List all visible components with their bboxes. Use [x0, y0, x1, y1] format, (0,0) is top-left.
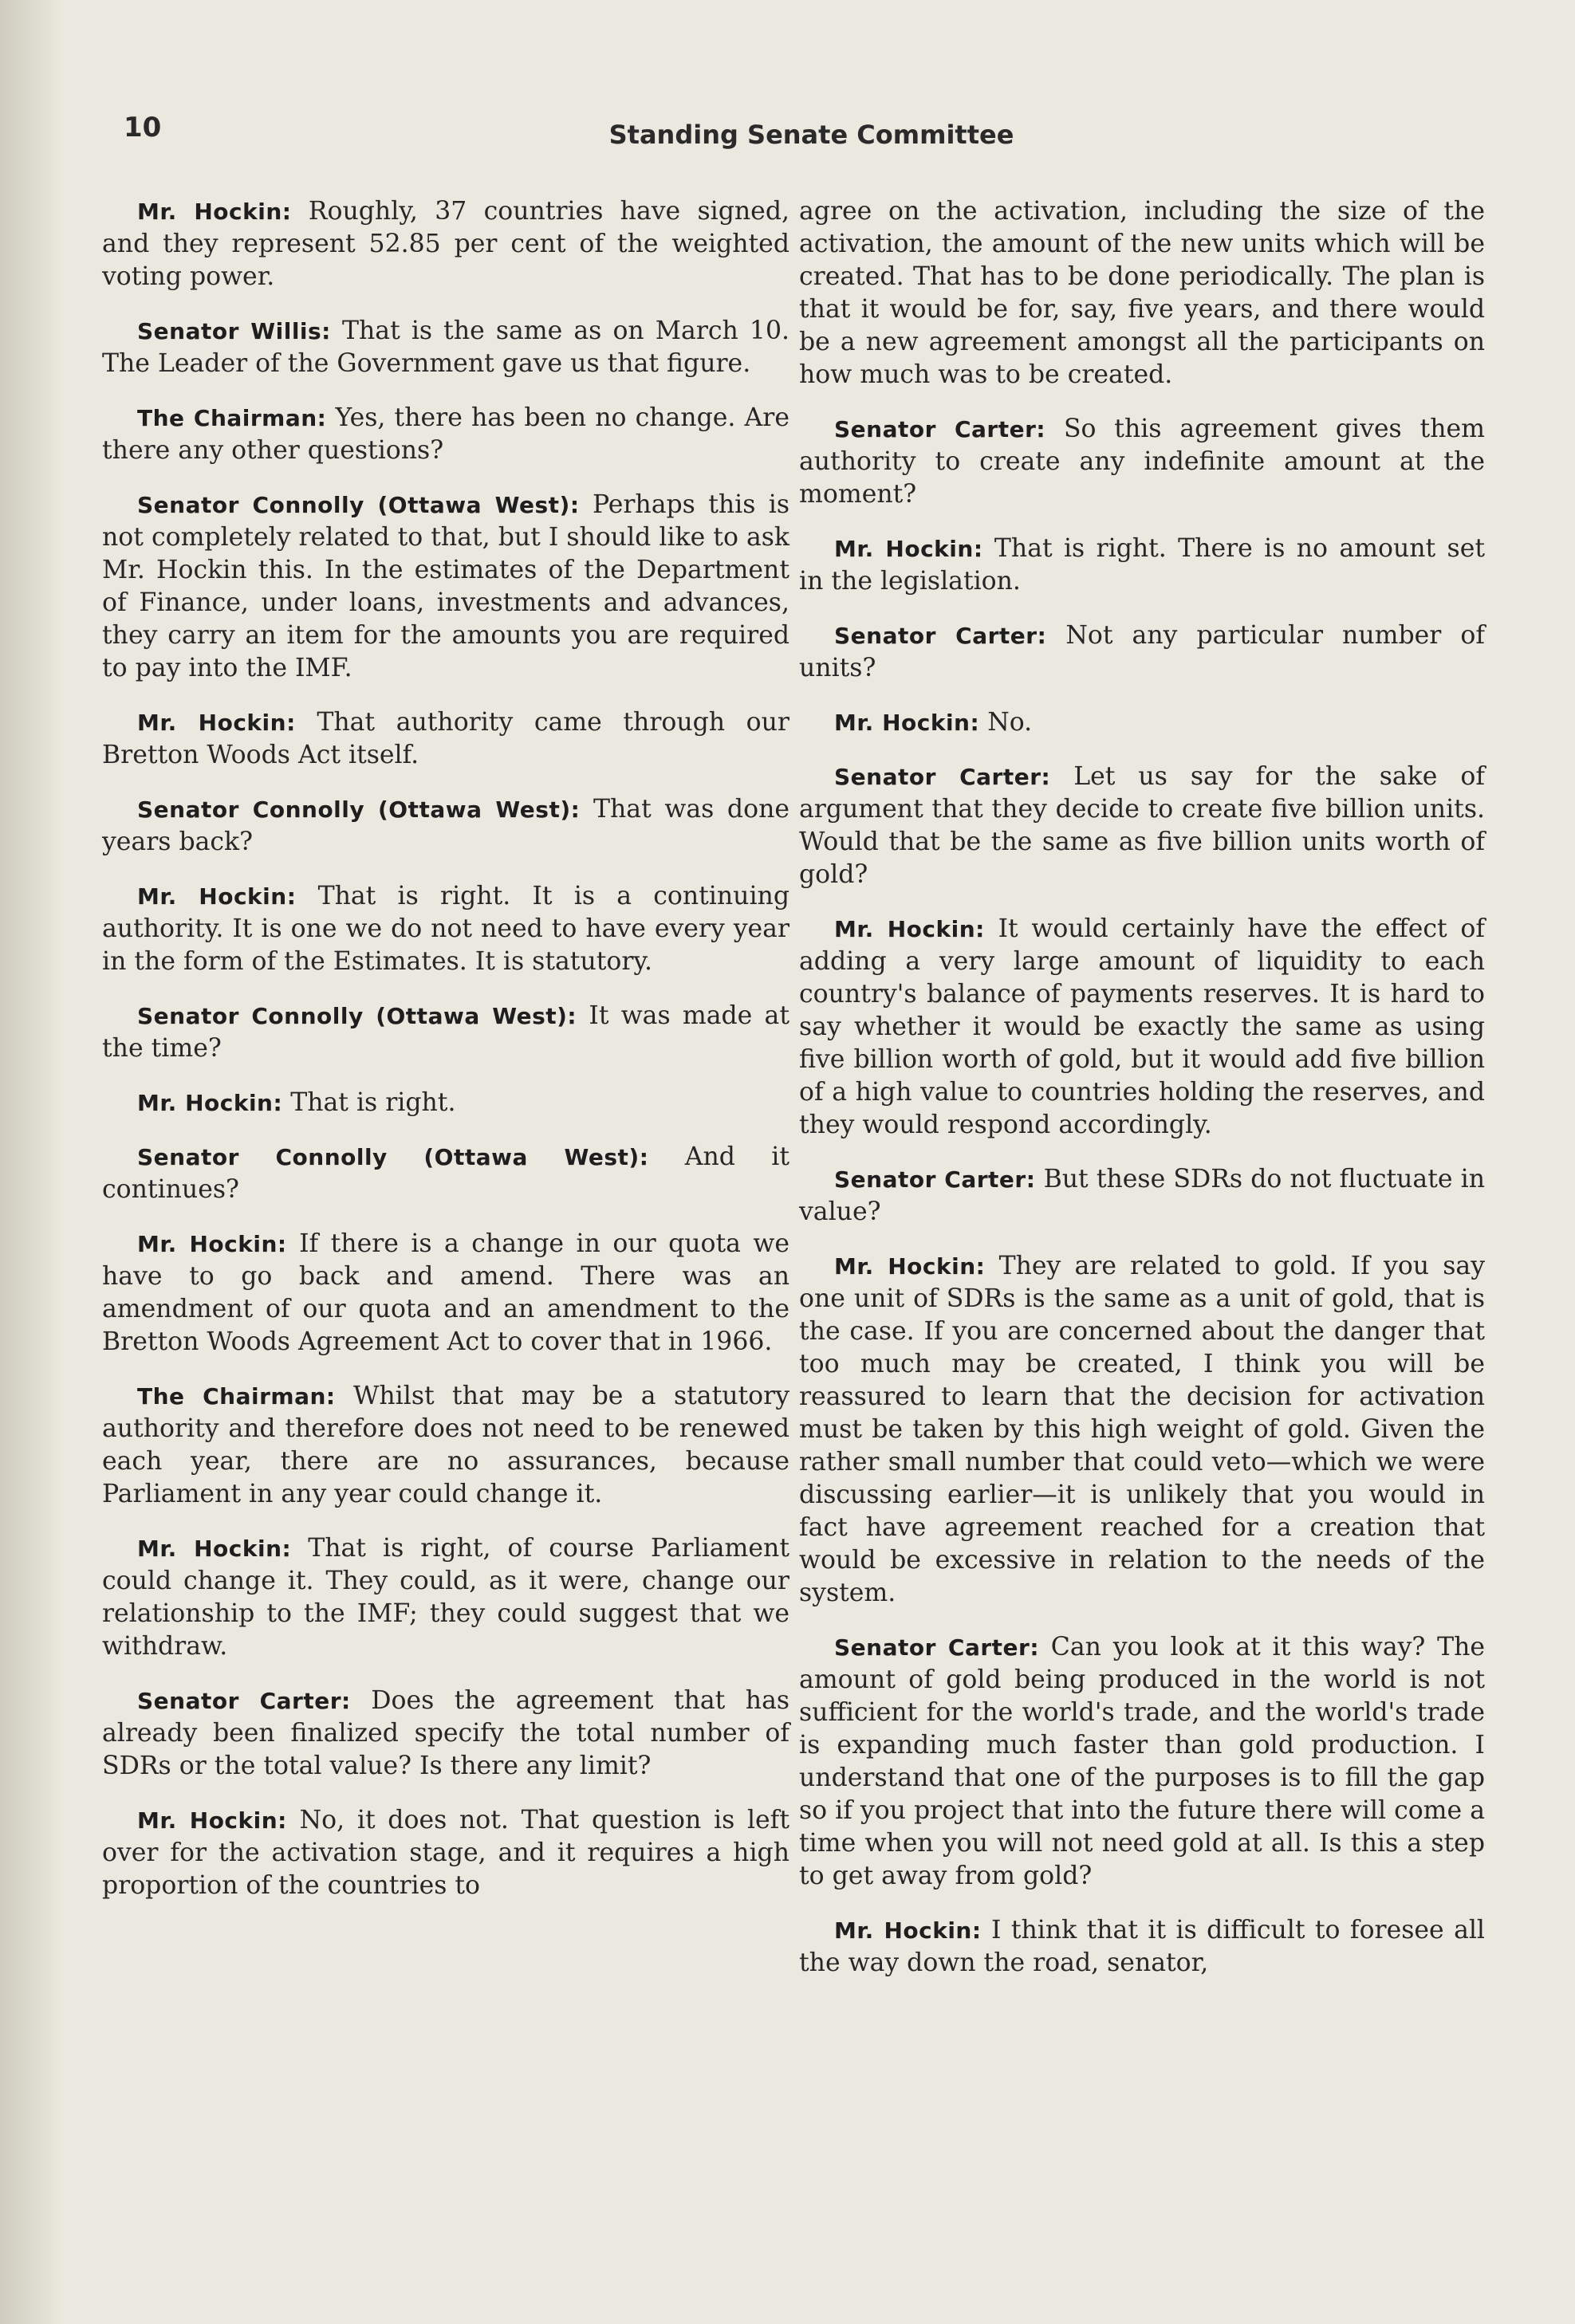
- speech-text: I think that it is difficult to foresee all the way down the road, senator,: [799, 1916, 1486, 1977]
- transcript-paragraph: [799, 413, 1485, 511]
- speech-text: But these SDRs do not fluctuate in value?: [799, 1165, 1486, 1226]
- speaker-name: Senator Carter:: [834, 1634, 1040, 1661]
- transcript-paragraph: [799, 533, 1485, 598]
- speech-text: And it continues?: [102, 1142, 789, 1204]
- speaker-name: Mr. Hockin:: [137, 1231, 287, 1257]
- transcript-paragraph: [102, 195, 789, 293]
- speaker-name: Mr. Hockin:: [834, 1917, 982, 1944]
- speech-text: That is the same as on March 10. The Leader of the Government gave us that figure.: [102, 317, 789, 378]
- speaker-name: Mr. Hockin:: [834, 916, 985, 942]
- speech-text: Perhaps this is not completely related to that, but I should like to ask Mr. Hockin this. In the estimates of the Department of Finance, under loans, investments and advances, they carry an item for the amounts you are required to pay into the IMF.: [102, 490, 789, 682]
- speech-text: No.: [987, 708, 1033, 737]
- page-number: 10: [124, 112, 162, 144]
- transcript-paragraph: [102, 489, 789, 685]
- transcript-paragraph: [102, 402, 789, 467]
- speech-text: That is right, of course Parliament could change it. They could, as it were, change our relationship to the IMF; they could suggest that we withdraw.: [102, 1534, 789, 1661]
- speech-text: Roughly, 37 countries have signed, and they represent 52.85 per cent of the weighted voting power.: [102, 197, 790, 291]
- speaker-name: The Chairman:: [137, 405, 327, 431]
- right-column: [799, 195, 1485, 2001]
- speaker-name: Mr. Hockin:: [834, 536, 983, 562]
- transcript-paragraph: [799, 1250, 1485, 1610]
- transcript-paragraph: [799, 195, 1485, 391]
- transcript-paragraph: [799, 913, 1485, 1142]
- speaker-name: Mr. Hockin:: [137, 1536, 292, 1562]
- speech-text: It was made at the time?: [102, 1001, 789, 1063]
- transcript-paragraph: [102, 1685, 789, 1783]
- speech-text: So this agreement gives them authority to create any indefinite amount at the moment?: [799, 415, 1485, 509]
- speaker-name: Senator Carter:: [834, 1166, 1036, 1193]
- speaker-name: Senator Carter:: [137, 1688, 351, 1714]
- speaker-name: Mr. Hockin:: [137, 1090, 283, 1116]
- transcript-paragraph: [799, 1914, 1485, 1980]
- transcript-paragraph: [799, 619, 1485, 685]
- speech-text: That was done years back?: [102, 795, 789, 856]
- transcript-paragraph: [799, 1631, 1485, 1893]
- speech-text: Whilst that may be a statutory authority and therefore does not need to be renewed each year, there are no assurances, because Parliament in any year could change it.: [102, 1382, 789, 1508]
- speaker-name: Mr. Hockin:: [834, 1253, 986, 1280]
- speaker-name: Senator Carter:: [834, 764, 1051, 790]
- transcript-paragraph: [102, 793, 789, 859]
- speaker-name: Senator Carter:: [834, 623, 1047, 649]
- speech-text: No, it does not. That question is left over for the activation stage, and it requires a high proportion of the countries to: [102, 1806, 789, 1900]
- left-column: [102, 195, 789, 1924]
- transcript-paragraph: [102, 1380, 789, 1511]
- speech-text: Not any particular number of units?: [799, 621, 1486, 682]
- speech-text: Does the agreement that has already been finalized specify the total number of SDRs or the total value? Is there any limit?: [102, 1686, 790, 1780]
- speaker-name: Senator Connolly (Ottawa West):: [137, 796, 581, 823]
- running-head: Standing Senate Committee: [608, 120, 1014, 150]
- transcript-paragraph: [102, 1228, 789, 1359]
- speaker-name: Mr. Hockin:: [137, 199, 292, 225]
- binding-shadow: [0, 0, 64, 2324]
- speech-text: If there is a change in our quota we have to go back and amend. There was an amendment of our quota and an amendment to the Bretton Woods Agreement Act to cover that in 1966.: [102, 1229, 789, 1356]
- speech-text: Can you look at it this way? The amount of gold being produced in the world is not sufficient for the world's trade, and the world's trade is expanding much faster than gold production. I understand that one of the purposes is to fill the gap so if you project that into the future there will come a time when you will not need gold at all. Is this a step to get away from gold?: [799, 1633, 1486, 1890]
- speech-text: Let us say for the sake of argument that they decide to create five billion units. Would that be the same as five billion units worth of gold?: [799, 762, 1485, 889]
- speech-text: That is right. It is a continuing authority. It is one we do not need to have every year in the form of the Estimates. It is statutory.: [102, 882, 789, 976]
- transcript-paragraph: [799, 761, 1485, 891]
- transcript-paragraph: [102, 1087, 789, 1119]
- speaker-name: Mr. Hockin:: [137, 1807, 287, 1834]
- speech-text: It would certainly have the effect of adding a very large amount of liquidity to each country's balance of payments reserves. It is hard to say whether it would be exactly the same as using five billion worth of gold, but it would add five billion of a high value to countries holding the reserves, and they would respond accordingly.: [799, 914, 1486, 1139]
- transcript-paragraph: [102, 1804, 789, 1902]
- transcript-paragraph: [102, 880, 789, 978]
- speaker-name: Senator Carter:: [834, 416, 1046, 442]
- transcript-paragraph: [102, 1141, 789, 1206]
- transcript-paragraph: [102, 1000, 789, 1065]
- speaker-name: Senator Willis:: [137, 318, 331, 344]
- transcript-paragraph: [102, 1532, 789, 1663]
- speech-text: agree on the activation, including the size of the activation, the amount of the new units which will be created. That has to be done periodically. The plan is that it would be for, say, five years, and there would be a new agreement amongst all the participants on how much was to be created.: [799, 197, 1485, 389]
- speech-text: They are related to gold. If you say one unit of SDRs is the same as a unit of gold, that is the case. If you are concerned about the danger that too much may be created, I think you will be reassured to learn that the decision for activation must be taken by this high weight of gold. Given the rather small number that could veto—which we were discussing earlier—it is unlikely that you would in fact have agreement reached for a creation that would be excessive in relation to the needs of the system.: [799, 1252, 1486, 1607]
- transcript-paragraph: [102, 315, 789, 380]
- speech-text: Yes, there has been no change. Are there any other questions?: [102, 403, 789, 465]
- speech-text: That authority came through our Bretton Woods Act itself.: [102, 708, 789, 769]
- speaker-name: Mr. Hockin:: [137, 710, 296, 736]
- speaker-name: Senator Connolly (Ottawa West):: [137, 1144, 649, 1170]
- speech-text: That is right. There is no amount set in the legislation.: [799, 534, 1486, 596]
- transcript-paragraph: [102, 706, 789, 772]
- speaker-name: The Chairman:: [137, 1383, 336, 1410]
- transcript-paragraph: [799, 706, 1485, 739]
- speaker-name: Senator Connolly (Ottawa West):: [137, 492, 580, 518]
- speaker-name: Senator Connolly (Ottawa West):: [137, 1003, 577, 1029]
- speaker-name: Mr. Hockin:: [137, 883, 297, 910]
- speaker-name: Mr. Hockin:: [834, 710, 980, 736]
- speech-text: That is right.: [290, 1088, 456, 1117]
- transcript-paragraph: [799, 1163, 1485, 1229]
